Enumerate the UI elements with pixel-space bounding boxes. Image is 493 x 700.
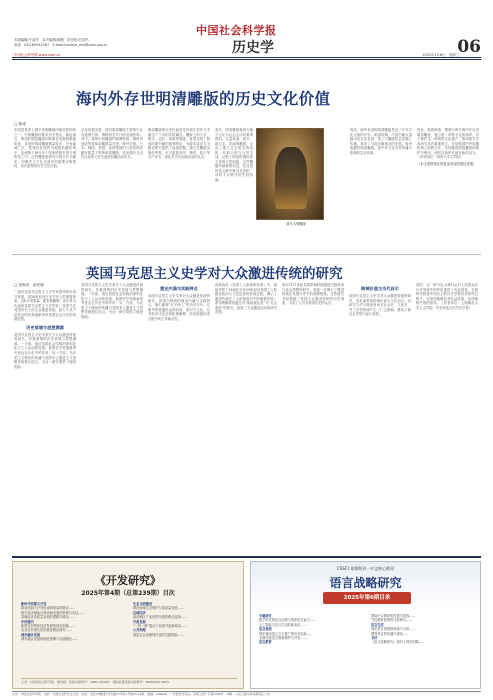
article2-column bbox=[349, 283, 411, 553]
article2-paragraph: 英国马克思主义史学家关于大众激进传统的研究，有着深刻的历史语境与思想渊源。一方面，战后英国社会结构的深刻变化与工人运动的发展，促使史学家重新思考民众在历史中的作用；另一方面，马克思主义理论的传播与英国本土激进主义思想传统相互结合，为这一研究提供了理论资源。 bbox=[14, 332, 76, 369]
toc-item[interactable]: 数字时代的语言治理与国家语言能力…… bbox=[259, 618, 317, 623]
article1-body bbox=[14, 128, 479, 250]
toc-item[interactable]: 人工智能与语言生活的新变化…… bbox=[259, 622, 307, 627]
toc-item[interactable]: 黄河流域生态保护与高质量发展…… bbox=[133, 606, 184, 611]
article1-column bbox=[417, 128, 479, 250]
toc-item[interactable]: 基层社会治理现代化的实践探索…… bbox=[133, 632, 184, 637]
article2-column bbox=[215, 283, 277, 553]
toc-item[interactable]: 城市语言景观的调查与分析…… bbox=[371, 627, 416, 632]
article2-byline: □ 张海英 梁民愫 bbox=[14, 283, 44, 287]
toc-item[interactable]: 语言规划 bbox=[259, 627, 272, 632]
header-rule-thin bbox=[12, 59, 481, 60]
website-tag[interactable]: 中国社会科学网 www.cssn.cn bbox=[14, 53, 61, 57]
article2-paragraph: 汤普森在《英国工人阶级的形成》中，系统考察了18世纪末至19世纪初英国工人阶级在政治与文化层面的形成过程，揭示了激进传统在工人阶级意识中的重要作用。霍布斯鲍姆则通过对“原始叛乱者”与“社会盗匪”的研究，拓展了大众激进运动的研究范围。 bbox=[215, 283, 277, 315]
toc-item[interactable]: 少数民族语言资源保护与开发…… bbox=[259, 636, 307, 641]
toc-item[interactable]: 新型农村集体经济发展的现实困境…… bbox=[21, 624, 76, 629]
article2-paragraph: 英国马克思主义史学家关于大众激进传统的研究，有着深刻的历史语境与思想渊源。一方面，战后英国社会结构的深刻变化与工人运动的发展，促使史学家重新思考民众在历史中的作用；另一方面，马克思主义理论的传播与英国本土激进主义思想传统相互结合，为这一研究提供了理论资源。 bbox=[81, 283, 143, 319]
journal-title: 《开发研究》 bbox=[95, 574, 161, 587]
article2-subhead: 理论内涵与实践特点 bbox=[160, 286, 198, 291]
article1-credit: （本文系国家社科基金项目阶段性成果） bbox=[417, 161, 477, 166]
toc-item[interactable]: 城乡融合发展 bbox=[21, 632, 41, 637]
article2-body bbox=[14, 283, 479, 553]
toc-item[interactable]: “一带一路”倡议下西部开放新格局…… bbox=[133, 624, 188, 629]
header-info bbox=[14, 38, 164, 47]
article1-paragraph: 明清雕版的历史价值首先体现在其作为书籍生产工具的实物属性。雕版上的文字、版式、边栏、鱼尾等要素，直观呈现了明清时期书籍的版刻特征，为版本鉴定与书籍史研究提供了直接依据。通过对雕版实物的考察，可以复原刻书、刷印、装订等生产环节，深化对古代出版活动的认识。 bbox=[148, 128, 210, 160]
article2-column bbox=[416, 283, 478, 553]
article2-paragraph: 二战后英国马克思主义史学家群体的形成与发展，是20世纪西方史学史上的重要现象。以E.P.汤普森、霍布斯鲍姆、希尔等为代表的英国马克思主义史学家，高度关注英国历史上的大众激进传统，致力于从下层民众的视角重新审视英国社会历史的发展进程。 bbox=[14, 290, 76, 322]
photo-caption: 清代木刻雕版 bbox=[286, 222, 306, 226]
article2-column bbox=[282, 283, 344, 553]
article1-paragraph: 中国是世界上最早发明雕版印刷术的国家之一。中国雕版印刷术历史悠久，源远流长。明清时期是雕版印刷事业发展的鼎盛阶段，存世的明清雕版数量较多，分布地域广泛，既保存在国内各地的收藏机构中，也流散于海外多个国家的图书馆与博物馆之中。这些雕版是研究中国古代书籍史、印刷史与文化交流史的重要实物资料，具有重要的历史文化价值。 bbox=[14, 128, 76, 169]
toc-item[interactable]: 外语教育政策的比较研究…… bbox=[371, 618, 413, 623]
article2-paragraph: 英国马克思主义史学对大众激进传统的研究，具有重要的跨域价值与当代启示。其研究方法与理论视角对社会史、文化史、劳工史等领域产生了广泛影响，推动了新社会史的兴起与发展。 bbox=[349, 294, 411, 317]
issue-date: 2025年1月8日 星期三 bbox=[422, 53, 459, 57]
journal-footer: 主办：甘肃省社会科学院 国内统一连续出版物号：CN62-1049/F 国际标准连续出版物号：ISSN1004-9894 bbox=[21, 678, 237, 684]
toc-item[interactable]: 《语言战略研究》创刊十周年回顾…… bbox=[371, 640, 426, 645]
journal-title: 语言战略研究 bbox=[329, 576, 402, 590]
article2-paragraph: 同时，这一研究也为我们认识人民群众在历史发展中的作用提供了有益借鉴。在新时代构建中国自主的历史学知识体系的过程中，应批判地吸收其有益成果，坚持唯物史观的指导。（作者单位：上海师范大学人文学院；华东师范大学历史学系） bbox=[416, 283, 478, 310]
header-rule bbox=[12, 57, 481, 58]
carved-figure-image bbox=[275, 147, 307, 209]
toc-item[interactable]: 城乡融合发展的理论逻辑与实践路径…… bbox=[21, 637, 79, 642]
article1-paragraph: 再次，海外存世的明清雕版见证了中外文化交流的历史。明清时期，中国书籍大量输出至东亚各国，刻工与雕版技艺亦随之传播，推动了当地出版事业的发展。海外收藏的明清雕版，是中华文化对外传播与影响的生动体现。 bbox=[350, 128, 412, 155]
header-info-line: 本版编辑/于淑华 本声编辑/胡薇 责任校对/刘杰 bbox=[14, 38, 89, 42]
toc-item[interactable]: 语言生活 bbox=[371, 622, 384, 627]
toc-item[interactable]: 新时代西部大开发 bbox=[21, 602, 47, 606]
article1-column bbox=[350, 128, 412, 250]
article1-paragraph: 从存世情况看，国内明清雕版主要集中在各级图书馆、博物馆及专门的出版机构。其中，扬州中国雕版印刷博物馆、德格印经院等机构收藏数量可观。海外方面，日本、韩国、美国、英国等国的公私机构亦藏有数量不等的明清雕版，其来源多与近代以来的文化交流及收藏活动有关。 bbox=[81, 128, 143, 160]
article1-column bbox=[81, 128, 143, 250]
page-number: 06 bbox=[457, 37, 481, 57]
issue-badge: 2025年第6期目录 bbox=[323, 592, 411, 604]
article1-column bbox=[215, 128, 253, 250]
ad-divider bbox=[12, 556, 481, 558]
page-footer: 主办：中国社会科学院 出版：中国社会科学杂志社 社址：北京市朝阳区光华路15号院1号楼11-12层 邮编：100026 广告经营许可证：京朝工商广字第0144号 印刷：人民日报印务有限责任公司 bbox=[12, 691, 481, 697]
journal-ad-right[interactable] bbox=[250, 561, 481, 689]
article1-photo bbox=[256, 128, 324, 220]
toc-item[interactable]: 语言教育 bbox=[259, 640, 272, 645]
header-info-line: 电话：010-85941567 E-mail:lishixue_zxp@cass.org.cn bbox=[14, 42, 108, 47]
toc-item[interactable]: 推动西部大开发形成新格局的路径…… bbox=[21, 606, 76, 611]
article2-paragraph: 希尔对17世纪英国革命时期激进宗教派别与民众思想的研究，则进一步揭示了激进传统在英国历史中的深厚根基。这些研究共同构建了英国大众激进传统的历史谱系，丰富了人们对英国历史的认识。 bbox=[282, 283, 344, 306]
article2-column bbox=[81, 283, 143, 553]
journal-toc bbox=[21, 602, 237, 680]
article1-paragraph: 其次，明清雕版是研究地方文化与社会生活的重要资料。大量家谱、善书、地方志、年画等雕版，记录了地方社会的宗族结构、信仰习俗与日常生活，反映了明清时期民间文化的丰富面貌。这些雕版所承载的信息，往往是传世文献中难以见到的，具有不可替代的史料价值。 bbox=[215, 128, 253, 183]
article2-title: 英国马克思主义史学对大众激进传统的研究 bbox=[86, 266, 343, 282]
journal-indexing: CSSCI 来源期刊 · 中文核心期刊 bbox=[337, 566, 394, 571]
toc-item[interactable]: 开放发展 bbox=[133, 619, 146, 624]
page-header bbox=[0, 0, 493, 57]
toc-item[interactable]: 县域经济高质量发展的逻辑与路径…… bbox=[21, 615, 76, 620]
article2-subhead: 历史语境与思想渊源 bbox=[26, 324, 64, 330]
article2-paragraph: 英国马克思主义史学家对大众激进传统的研究，体现出鲜明的理论内涵与实践特点。他们强调“自下而上”的历史书写，注重考察普通民众的经验、意识与文化，反对经济决定论的机械解释，突出阶级形成过程中的主体能动性。 bbox=[148, 294, 210, 321]
article2-column bbox=[148, 283, 210, 553]
article2-subhead: 跨域价值与当代启示 bbox=[361, 286, 399, 291]
toc-item[interactable]: 乡村振兴 bbox=[21, 619, 34, 624]
article1-paragraph: 因此，系统调查、整理与研究海内外存世明清雕版，建立统一的数字化资源库，对于保护这一珍贵的文化遗产、推动相关学术研究具有重要意义。应加强国内外收藏机构之间的合作，共同推进明清雕版的保护与利用，使其在新时代焕发新的活力。（作者单位：扬州大学文学院） bbox=[417, 128, 479, 160]
article1-byline: □ 陈涛 bbox=[14, 122, 26, 126]
article-divider bbox=[12, 254, 481, 255]
toc-item[interactable]: 生态文明建设 bbox=[133, 602, 153, 606]
toc-item[interactable]: 西部地区产业转型升级的路径选择…… bbox=[133, 615, 188, 620]
article2-column bbox=[14, 283, 76, 553]
article1-column bbox=[14, 128, 76, 250]
masthead: 中国社会科学报 bbox=[196, 24, 277, 37]
toc-item[interactable]: 网络语言的传播与规范…… bbox=[371, 631, 410, 636]
toc-item[interactable]: 国家通用语言文字推广的历史经验…… bbox=[259, 631, 314, 636]
toc-item[interactable]: 国际中文教育的发展与挑战…… bbox=[371, 614, 416, 618]
toc-item[interactable]: 专题研究 bbox=[259, 614, 272, 618]
toc-item[interactable]: 区域经济 bbox=[133, 610, 146, 615]
article1-column bbox=[148, 128, 210, 250]
toc-item[interactable]: 公共治理 bbox=[133, 628, 146, 633]
toc-item[interactable]: 数字经济赋能区域协调发展的机制与实证…… bbox=[21, 610, 85, 615]
journal-ad-left[interactable] bbox=[12, 561, 244, 689]
section-title: 历史学 bbox=[232, 40, 274, 56]
journal-issue: 2025年第4期（总第239期）目次 bbox=[81, 590, 175, 597]
journal-toc bbox=[259, 614, 475, 686]
toc-item[interactable]: 农业农村现代化的推进路径研究…… bbox=[21, 628, 72, 633]
toc-item[interactable]: 书评 bbox=[371, 636, 378, 641]
article1-title: 海内外存世明清雕版的历史文化价值 bbox=[76, 89, 331, 108]
